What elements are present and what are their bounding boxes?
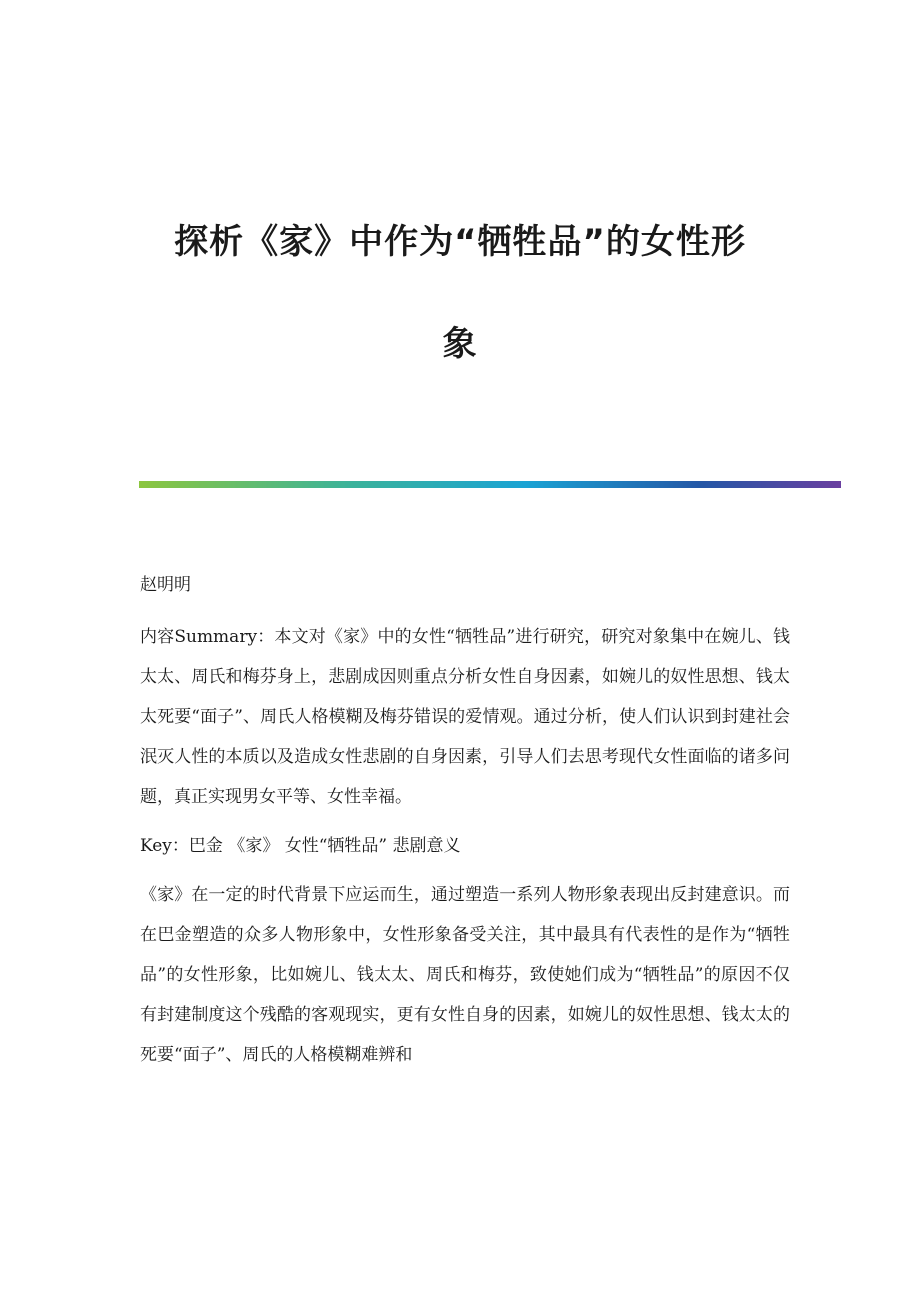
keywords-text: 巴金 《家》 女性“牺牲品” 悲剧意义 [188,836,461,856]
title-line-1: 探析《家》中作为“牺牲品”的女性形 [174,222,746,262]
summary-paragraph [140,617,790,817]
keywords-paragraph [140,826,790,866]
document-body [140,565,790,1084]
summary-text: 本文对《家》中的女性“牺牲品”进行研究，研究对象集中在婉儿、钱太太、周氏和梅芬身上，悲剧成因则重点分析女性自身因素，如婉儿的奴性思想、钱太太死要“面子”、周氏人格模糊及梅芬错误的爱情观。通过分析，使人们认识到封建社会泯灭人性的本质以及造成女性悲剧的自身因素，引导人们去思考现代女性面临的诸多问题，真正实现男女平等、女性幸福。 [140,627,790,807]
document-title [140,214,780,372]
summary-label: 内容Summary： [140,627,275,647]
gradient-divider [139,481,841,488]
body-paragraph: 《家》在一定的时代背景下应运而生，通过塑造一系列人物形象表现出反封建意识。而在巴金塑造的众多人物形象中，女性形象备受关注，其中最具有代表性的是作为“牺牲品”的女性形象，比如婉儿、钱太太、周氏和梅芬，致使她们成为“牺牲品”的原因不仅有封建制度这个残酷的客观现实，更有女性自身的因素，如婉儿的奴性思想、钱太太的死要“面子”、周氏的人格模糊难辨和 [140,885,790,1065]
keywords-label: Key： [140,836,189,856]
author-name: 赵明明 [140,575,191,595]
title-line-2: 象 [442,324,478,364]
